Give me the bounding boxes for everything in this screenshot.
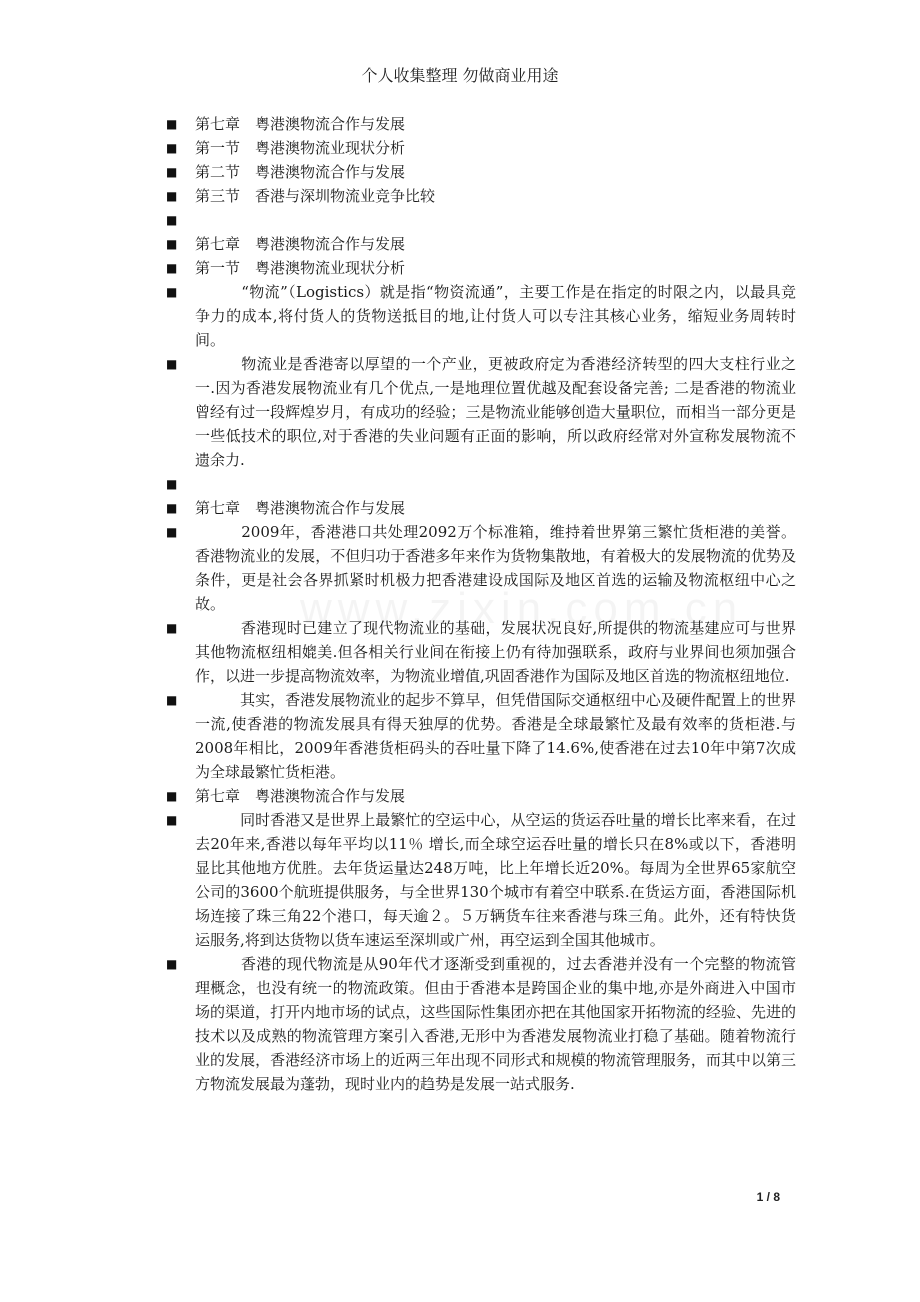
list-item <box>166 616 796 688</box>
list-item <box>166 808 796 952</box>
list-item-text: 第七章 粤港澳物流合作与发展 <box>195 787 406 805</box>
bullet-square-icon: ■ <box>166 477 178 491</box>
list-item-empty <box>166 208 796 232</box>
list-item-text: 其实，香港发展物流业的起步不算早，但凭借国际交通枢纽中心及硬件配置上的世界一流,使香港的物流发展具有得天独厚的优势。香港是全球最繁忙及最有效率的货柜港.与2008年相比，2009年香港货柜码头的吞吐量下降了14.6%,使香港在过去10年中第7次成为全球最繁忙货柜港。 <box>195 691 796 781</box>
bullet-square-icon: ■ <box>166 141 178 155</box>
list-item <box>166 352 796 472</box>
bullet-square-icon: ■ <box>166 261 178 275</box>
list-item-text: 第二节 粤港澳物流合作与发展 <box>195 163 406 181</box>
page-header: 个人收集整理 勿做商业用途 <box>361 66 559 85</box>
list-item-text: 第七章 粤港澳物流合作与发展 <box>195 115 406 133</box>
list-item-text: 第一节 粤港澳物流业现状分析 <box>195 259 406 277</box>
list-item-text <box>195 208 796 232</box>
bullet-square-icon: ■ <box>166 357 178 371</box>
list-item <box>166 160 796 184</box>
list-item <box>166 496 796 520</box>
list-item-text: 物流业是香港寄以厚望的一个产业，更被政府定为香港经济转型的四大支柱行业之一.因为香港发展物流业有几个优点,一是地理位置优越及配套设备完善; 二是香港的物流业曾经有过一段辉煌岁月，有成功的经验；三是物流业能够创造大量职位，而相当一部分更是一些低技术的职位,对于香港的失业问题有正面的影响，所以政府经常对外宣称发展物流不遗余力. <box>195 355 796 469</box>
document-body <box>166 112 796 1096</box>
list-item-text: 香港的现代物流是从90年代才逐渐受到重视的，过去香港并没有一个完整的物流管理概念，也没有统一的物流政策。但由于香港本是跨国企业的集中地,亦是外商进入中国市场的渠道，打开内地市场的试点，这些国际性集团亦把在其他国家开拓物流的经验、先进的技术以及成熟的物流管理方案引入香港,无形中为香港发展物流业打稳了基础。随着物流行业的发展，香港经济市场上的近两三年出现不同形式和规模的物流管理服务，而其中以第三方物流发展最为蓬勃，现时业内的趋势是发展一站式服务. <box>195 955 796 1093</box>
bullet-square-icon: ■ <box>166 165 178 179</box>
list-item <box>166 232 796 256</box>
list-item-text: 第七章 粤港澳物流合作与发展 <box>195 235 406 253</box>
list-item <box>166 952 796 1096</box>
list-item-text: 第三节 香港与深圳物流业竞争比较 <box>195 187 436 205</box>
list-item <box>166 784 796 808</box>
list-item-empty <box>166 472 796 496</box>
bullet-square-icon: ■ <box>166 789 178 803</box>
list-item <box>166 688 796 784</box>
list-item <box>166 280 796 352</box>
bullet-square-icon: ■ <box>166 213 178 227</box>
bullet-square-icon: ■ <box>166 117 178 131</box>
bullet-square-icon: ■ <box>166 621 178 635</box>
page-number: 1 / 8 <box>756 1190 780 1204</box>
list-item <box>166 112 796 136</box>
list-item-text: 2009年，香港港口共处理2092万个标准箱，维持着世界第三繁忙货柜港的美誉。香港物流业的发展，不但归功于香港多年来作为货物集散地，有着极大的发展物流的优势及条件，更是社会各界抓紧时机极力把香港建设成国际及地区首选的运输及物流枢纽中心之故。 <box>195 523 796 613</box>
bullet-square-icon: ■ <box>166 501 178 515</box>
list-item-text: 第七章 粤港澳物流合作与发展 <box>195 499 406 517</box>
bullet-square-icon: ■ <box>166 237 178 251</box>
bullet-square-icon: ■ <box>166 525 178 539</box>
bullet-square-icon: ■ <box>166 693 178 707</box>
list-item <box>166 256 796 280</box>
list-item <box>166 520 796 616</box>
bullet-square-icon: ■ <box>166 285 178 299</box>
list-item-text: “物流”（Logistics）就是指“物资流通”，主要工作是在指定的时限之内，以最具竞争力的成本,将付货人的货物送抵目的地,让付货人可以专注其核心业务，缩短业务周转时间。 <box>195 283 796 349</box>
bullet-square-icon: ■ <box>166 957 178 971</box>
bullet-square-icon: ■ <box>166 189 178 203</box>
list-item <box>166 136 796 160</box>
list-item-text: 同时香港又是世界上最繁忙的空运中心，从空运的货运吞吐量的增长比率来看，在过去20年来,香港以每年平均以11％ 增长,而全球空运吞吐量的增长只在8%或以下，香港明显比其他地方优胜。去年货运量达248万吨，比上年增长近20%。每周为全世界65家航空公司的3600个航班提供服务，与全世界130个城市有着空中联系.在货运方面，香港国际机场连接了珠三角22个港口，每天逾２。５万辆货车往来香港与珠三角。此外，还有特快货运服务,将到达货物以货车速运至深圳或广州，再空运到全国其他城市。 <box>195 811 796 949</box>
bullet-square-icon: ■ <box>166 813 178 827</box>
list-item-text <box>195 472 796 496</box>
list-item-text: 香港现时已建立了现代物流业的基础，发展状况良好,所提供的物流基建应可与世界其他物流枢纽相媲美.但各相关行业间在衔接上仍有待加强联系，政府与业界间也须加强合作，以进一步提高物流效率，为物流业增值,巩固香港作为国际及地区首选的物流枢纽地位. <box>195 619 796 685</box>
list-item-text: 第一节 粤港澳物流业现状分析 <box>195 139 406 157</box>
list-item <box>166 184 796 208</box>
